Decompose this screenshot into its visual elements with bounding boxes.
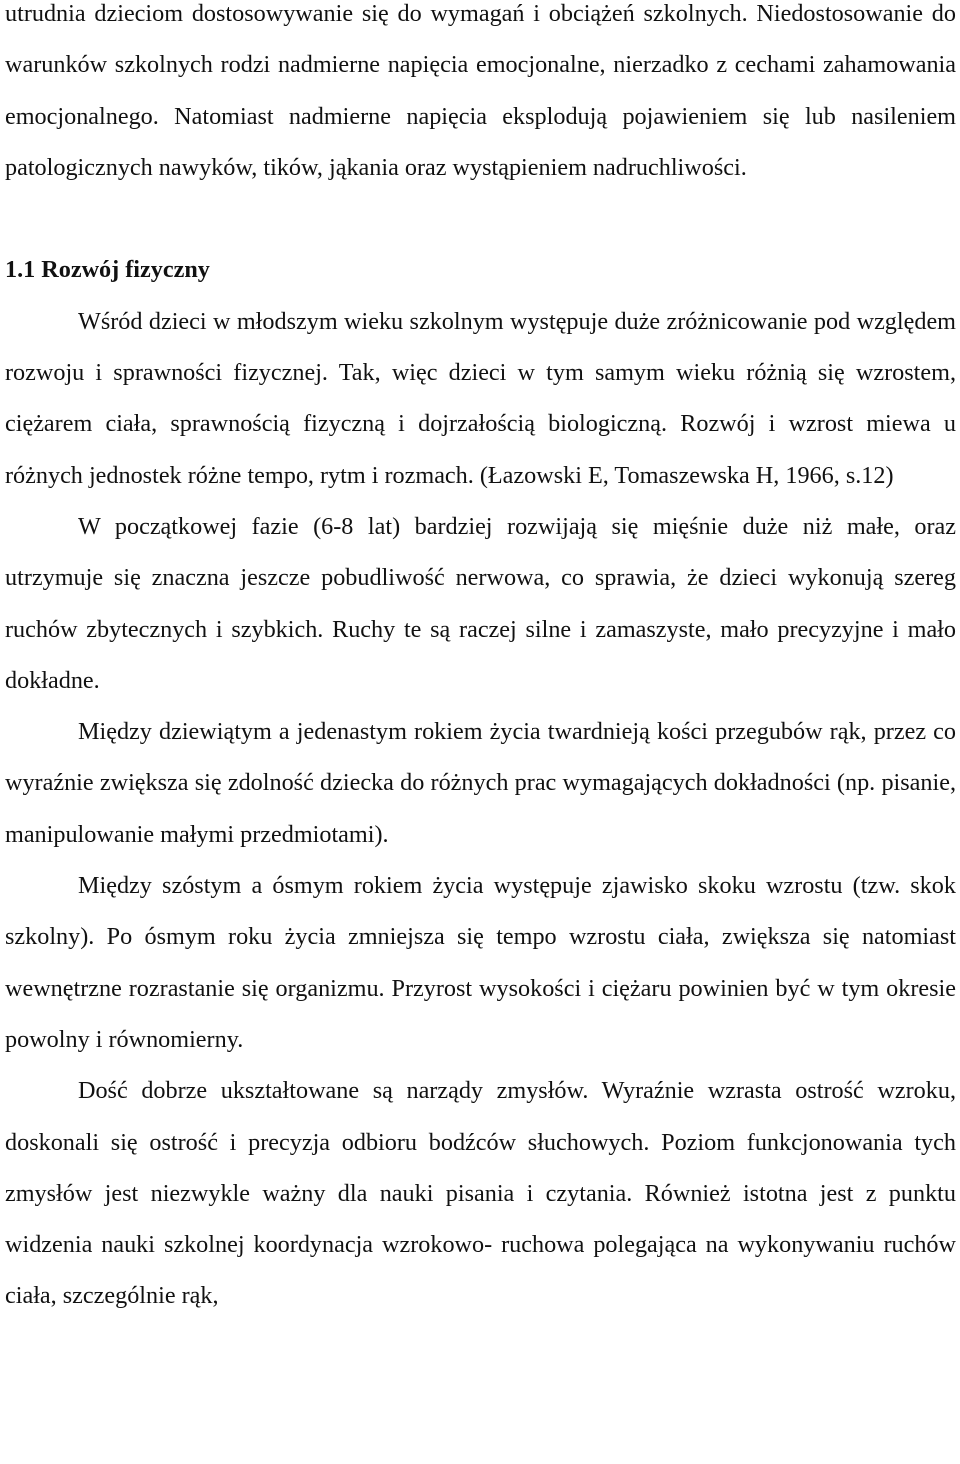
paragraph-growth-spurt: Między szóstym a ósmym rokiem życia występuje zjawisko skoku wzrostu (tzw. skok szkolny). Po ósmym roku życia zmniejsza się tempo wzrostu ciała, zwiększa się natomiast wewnętrzne rozrastanie się organizmu. Przyrost wysokości i ciężaru powinien być w tym okresie powolny i równomierny. [5, 872, 956, 1053]
intro-paragraph: utrudnia dzieciom dostosowywanie się do wymagań i obciążeń szkolnych. Niedostosowanie do warunków szkolnych rodzi nadmierne napięcia emocjonalne, nierzadko z cechami zahamowania emocjonalnego. Natomiast nadmierne napięcia eksplodują pojawieniem się lub nasileniem patologicznych nawyków, tików, jąkania oraz wystąpieniem nadruchliwości. [5, 0, 956, 181]
paragraph-bones-hardening: Między dziewiątym a jedenastym rokiem życia twardnieją kości przegubów rąk, przez co wyraźnie zwiększa się zdolność dziecka do różnych prac wymagających dokładności (np. pisanie, manipulowanie małymi przedmiotami). [5, 718, 956, 848]
paragraph-initial-phase: W początkowej fazie (6-8 lat) bardziej rozwijają się mięśnie duże niż małe, oraz utrzymuje się znaczna jeszcze pobudliwość nerwowa, co sprawia, że dzieci wykonują szereg ruchów zbytecznych i szybkich. Ruchy te są raczej silne i zamaszyste, mało precyzyjne i mało dokładne. [5, 512, 956, 694]
paragraph-senses: Dość dobrze ukształtowane są narządy zmysłów. Wyraźnie wzrasta ostrość wzroku, doskonali się ostrość i precyzja odbioru bodźców słuchowych. Poziom funkcjonowania tych zmysłów jest niezwykle ważny dla nauki pisania i czytania. Również istotna jest z punktu widzenia nauki szkolnej koordynacja wzrokowo- ruchowa polegająca na wykonywaniu ruchów ciała, szczególnie rąk, [5, 1077, 956, 1310]
section-heading: 1.1 Rozwój fizyczny [5, 256, 210, 284]
paragraph-physical-diversity: Wśród dzieci w młodszym wieku szkolnym występuje duże zróżnicowanie pod względem rozwoju i sprawności fizycznej. Tak, więc dzieci w tym samym wieku różnią się wzrostem, ciężarem ciała, sprawnością fizyczną i dojrzałością biologiczną. Rozwój i wzrost miewa u różnych jednostek różne tempo, rytm i rozmach. (Łazowski E, Tomaszewska H, 1966, s.12) [5, 307, 956, 489]
